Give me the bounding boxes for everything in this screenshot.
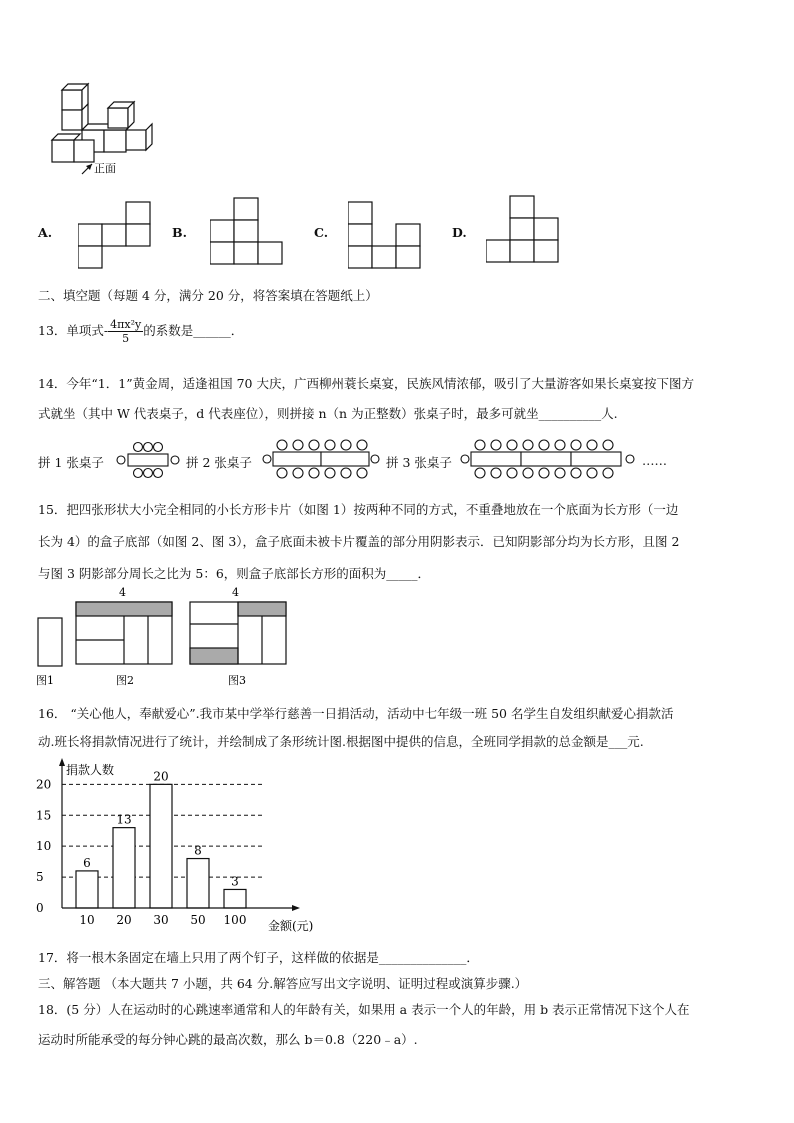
x-axis-label: 金额(元) [268, 919, 314, 933]
question-13 [38, 318, 243, 345]
section-3-heading: 三、解答题 （本大题共 7 小题，共 64 分.解答应写出文字说明、证明过程或演算步骤.） [38, 976, 528, 991]
q14-pin-2-label: 拼 2 张桌子 [186, 455, 252, 470]
q13-denominator: 5 [122, 332, 130, 345]
q15-figures [30, 584, 300, 688]
x-tick-label: 50 [190, 913, 206, 927]
fig3-shaded-bottom [190, 648, 238, 664]
q16-line-2: 动.班长将捐款情况进行了统计，并绘制成了条形统计图.根据图中提供的信息，全班同学捐款的总金额是___元. [38, 734, 644, 749]
x-tick-label: 100 [223, 913, 247, 927]
y-tick-label: 20 [36, 777, 52, 792]
fig3-caption: 图3 [228, 674, 246, 687]
donation-bar-chart [30, 758, 330, 938]
question-17: 17．将一根木条固定在墙上只用了两个钉子，这样做的依据是______________． [38, 950, 479, 965]
fig2-dim-label: 4 [119, 586, 126, 599]
y-axis-arrow [59, 758, 65, 766]
fig1-caption: 图1 [36, 674, 54, 687]
front-label: 正面 [94, 162, 116, 175]
q16-line-1: 16． “关心他人，奉献爱心”.我市某中学举行慈善一日捐活动，活动中七年级一班 50 名学生自发组织献爱心捐款活 [38, 706, 674, 721]
q18-line-1: 18．(5 分）人在运动时的心跳速率通常和人的年龄有关，如果用 a 表示一个人的年龄，用 b 表示正常情况下这个人在 [38, 1002, 690, 1017]
q13-fraction [108, 318, 143, 345]
bar [113, 828, 135, 908]
option-a-figure [78, 200, 154, 272]
bar [76, 871, 98, 908]
option-c-label: C. [314, 225, 329, 240]
fig3-dim-label: 4 [232, 586, 239, 599]
x-axis-arrow [292, 905, 300, 911]
section-2-heading: 二、填空题（每题 4 分，满分 20 分，将答案填在答题纸上） [38, 288, 378, 303]
option-d-figure [486, 194, 560, 268]
q15-line-1: 15．把四张形状大小完全相同的小长方形卡片（如图 1）按两种不同的方式，不重叠地放在一个底面为长方形（一边 [38, 502, 679, 517]
bar [150, 784, 172, 908]
bar-value-label: 8 [194, 843, 202, 858]
x-tick-label: 10 [79, 913, 95, 927]
q14-line-1: 14．今年“1．1”黄金周，适逢祖国 70 大庆，广西柳州蓑长桌宴，民族风情浓郁，吸引了大量游客如果长桌宴按下图方 [38, 376, 694, 391]
y-tick-label: 10 [36, 839, 52, 854]
option-c-figure [348, 200, 422, 272]
bar-value-label: 6 [83, 855, 91, 870]
q13-prefix: 13．单项式- [38, 323, 109, 338]
table-3-figure [460, 438, 636, 480]
cube-stack-figure [48, 82, 158, 182]
y-axis-label: 捐款人数 [66, 763, 115, 777]
fig3-shaded-top [238, 602, 286, 616]
bar [224, 889, 246, 908]
q13-suffix: 的系数是______． [143, 323, 244, 338]
bar [187, 859, 209, 908]
option-b-label: B. [172, 225, 187, 240]
y-tick-label: 15 [36, 808, 52, 823]
x-tick-label: 30 [153, 913, 169, 927]
option-b-figure [210, 196, 284, 270]
option-d-label: D. [452, 225, 467, 240]
q18-line-2: 运动时所能承受的每分钟心跳的最高次数，那么 b＝0.8（220﹣a）. [38, 1032, 418, 1047]
q14-ellipsis: …… [642, 453, 667, 468]
fig2-caption: 图2 [116, 674, 134, 687]
y-tick-label: 0 [36, 901, 44, 915]
q14-pin-1-label: 拼 1 张桌子 [38, 455, 104, 470]
q15-line-3: 与图 3 阴影部分周长之比为 5：6，则盒子底部长方形的面积为_____． [38, 566, 431, 581]
y-tick-label: 5 [36, 870, 44, 885]
table-2-figure [262, 438, 380, 480]
q14-pin-3-label: 拼 3 张桌子 [386, 455, 452, 470]
q14-line-2: 式就坐（其中 W 代表桌子，d 代表座位），则拼接 n（n 为正整数）张桌子时，最多可就坐__________人. [38, 406, 618, 421]
bar-value-label: 13 [116, 812, 132, 827]
option-a-label: A. [38, 225, 53, 240]
bar-value-label: 20 [153, 769, 169, 784]
q15-line-2: 长为 4）的盒子底部（如图 2、图 3），盒子底面未被卡片覆盖的部分用阴影表示．已知阴影部分均为长方形，且图 2 [38, 534, 680, 549]
q13-numerator: 4πx²y [110, 318, 142, 331]
fig2-shaded-region [76, 602, 172, 616]
bar-value-label: 3 [231, 874, 239, 889]
x-tick-label: 20 [116, 913, 132, 927]
table-1-figure [116, 441, 180, 479]
